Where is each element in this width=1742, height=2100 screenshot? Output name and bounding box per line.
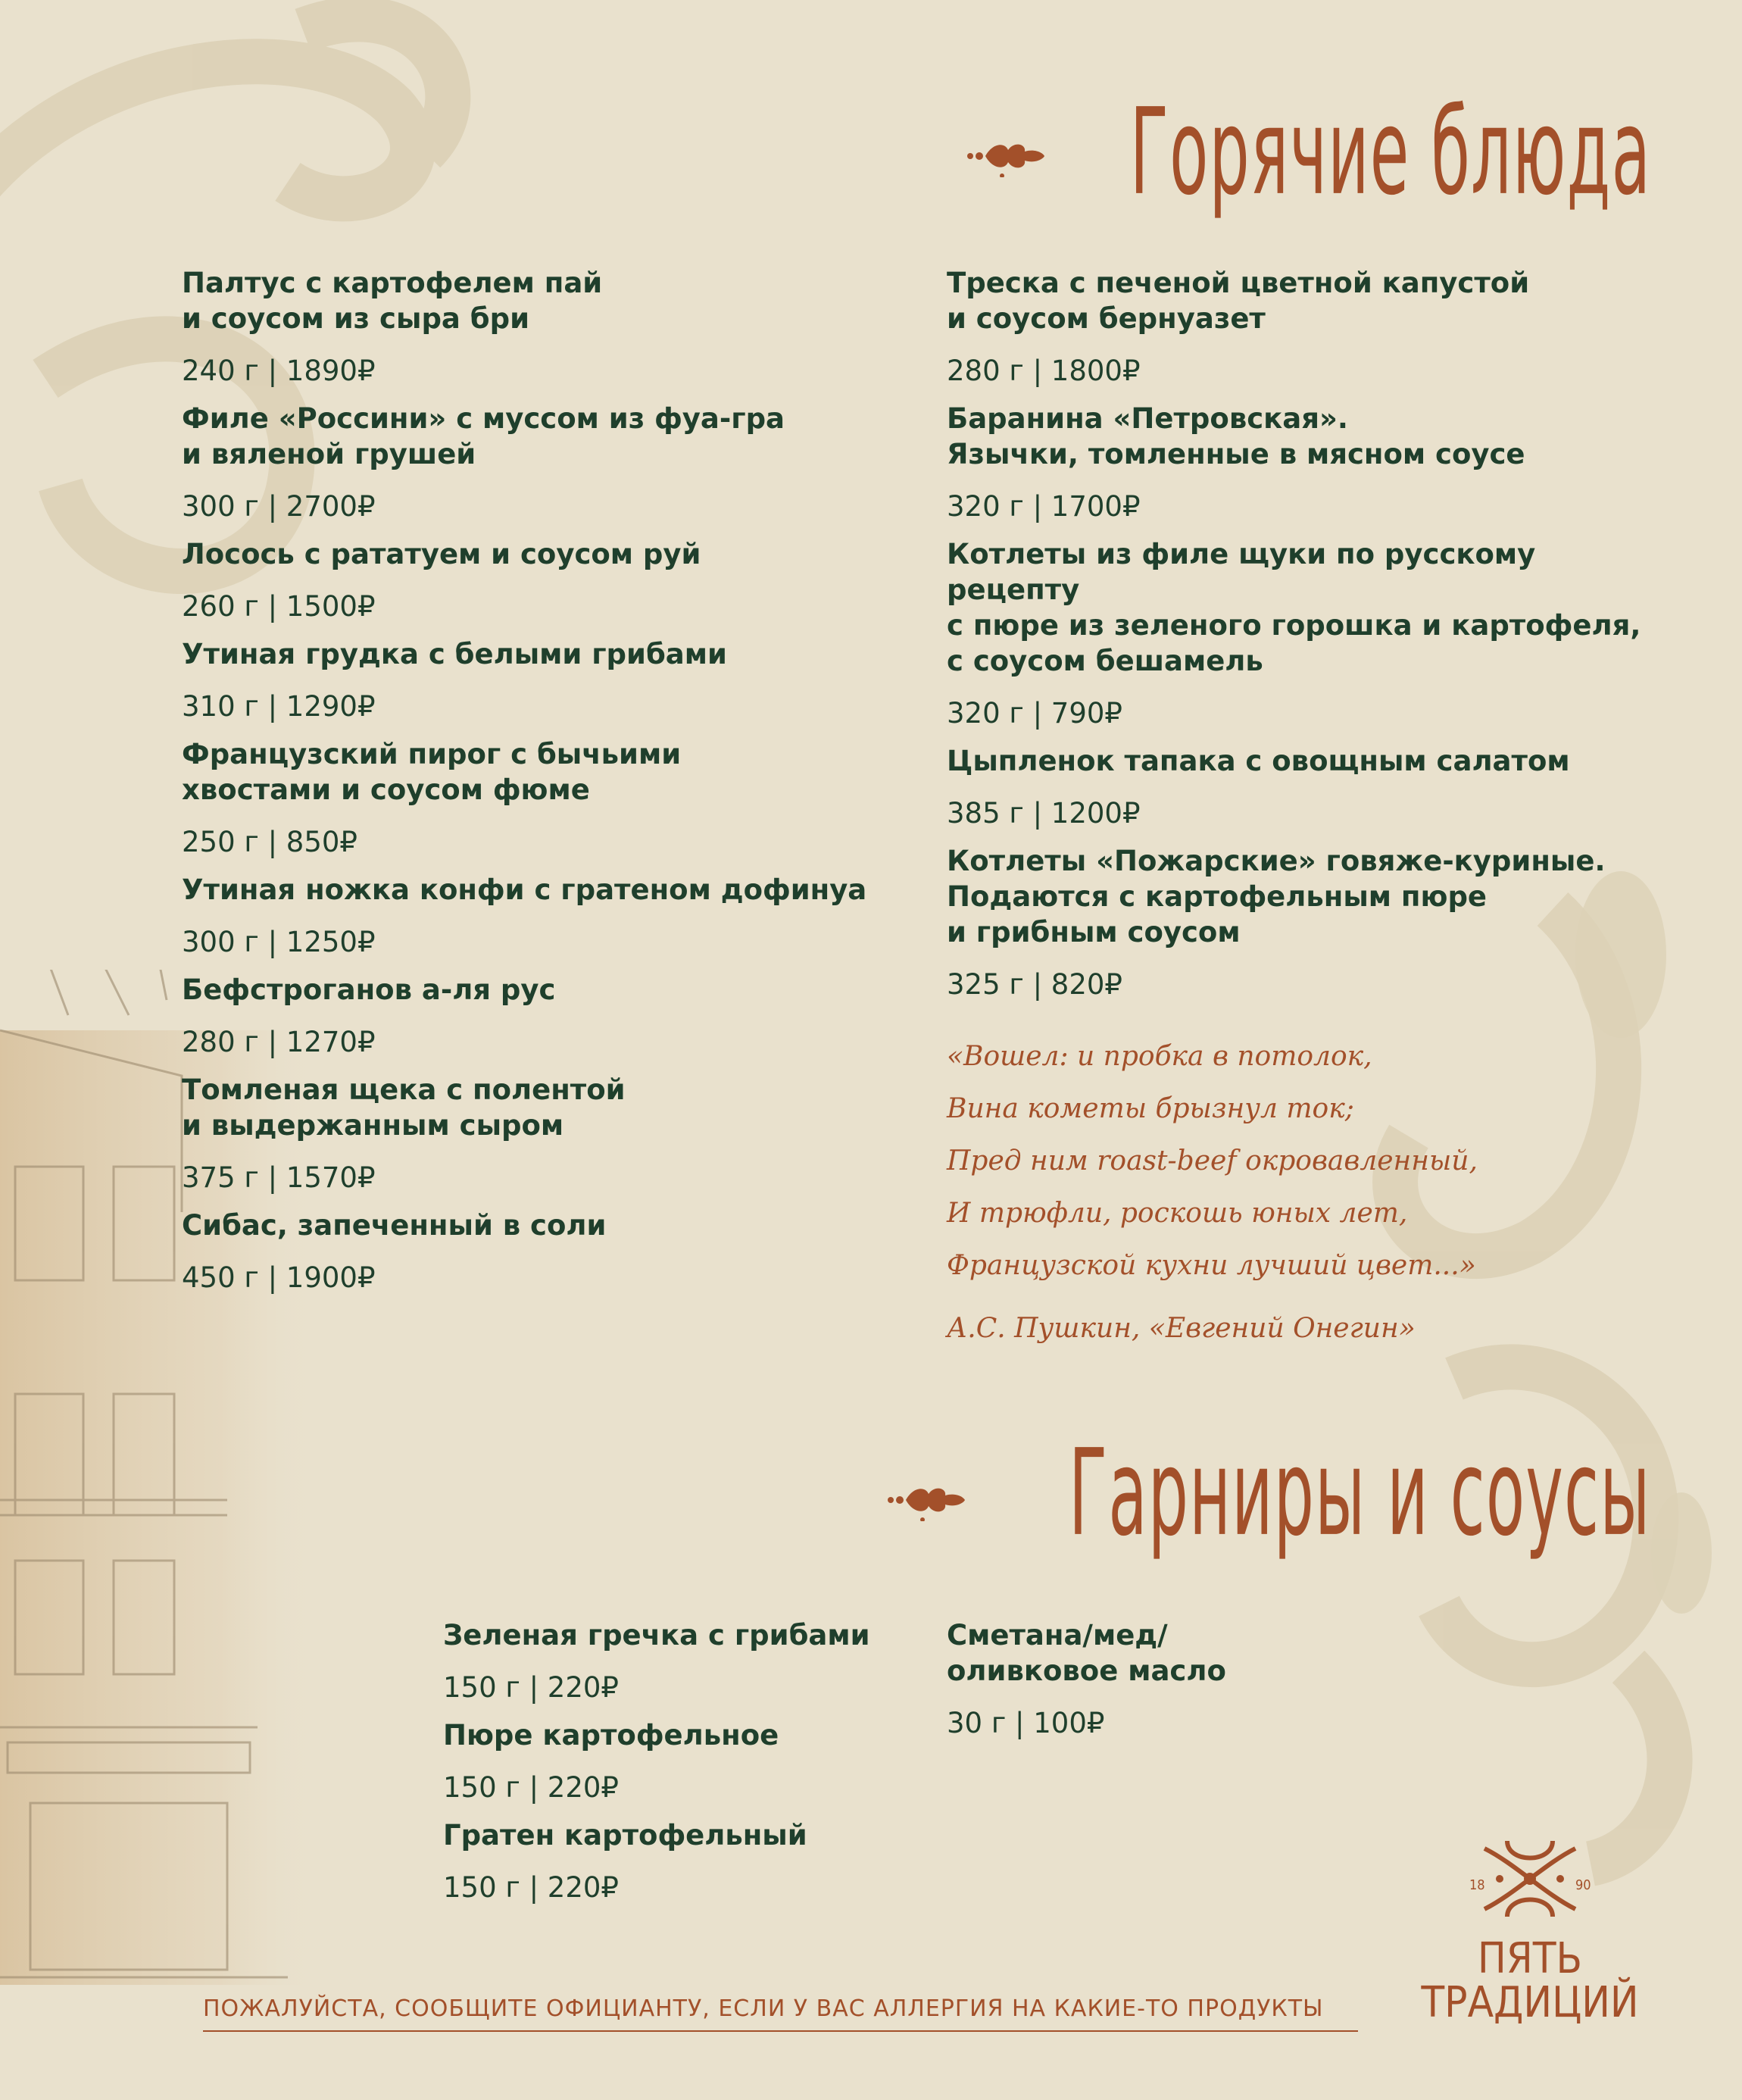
dish-name: Сметана/мед/ оливковое масло xyxy=(947,1619,1226,1687)
menu-item xyxy=(182,636,894,724)
sides-left-column xyxy=(443,1617,898,1917)
dish-price: 310 г | 1290₽ xyxy=(182,690,376,723)
section-title-sides-and-sauces: Гарниры и соусы xyxy=(1069,1424,1651,1563)
menu-item xyxy=(182,536,894,624)
dish-name: Котлеты «Пожарские» говяже-куриные. Подаются с картофельным пюре и грибным соусом xyxy=(947,845,1606,948)
dish-name: Треска с печеной цветной капустой и соусом бернуазет xyxy=(947,267,1530,335)
menu-item xyxy=(947,743,1674,831)
dish-name: Зеленая гречка с грибами xyxy=(443,1619,870,1652)
dish-price: 385 г | 1200₽ xyxy=(947,797,1141,830)
menu-item xyxy=(443,1817,898,1905)
dish-price: 30 г | 100₽ xyxy=(947,1707,1105,1739)
dish-price: 280 г | 1270₽ xyxy=(182,1026,376,1058)
hot-dishes-left-column xyxy=(182,265,894,1308)
dish-name: Французский пирог с бычьими хвостами и соусом фюме xyxy=(182,738,682,806)
pushkin-quote xyxy=(947,1030,1628,1355)
allergy-notice-underline xyxy=(203,2030,1358,2032)
dish-price: 325 г | 820₽ xyxy=(947,968,1122,1001)
dish-price: 300 г | 1250₽ xyxy=(182,926,376,958)
menu-item xyxy=(947,265,1674,389)
dish-price: 240 г | 1890₽ xyxy=(182,355,376,387)
quote-line: Французской кухни лучший цвет...» xyxy=(947,1250,1476,1281)
menu-item xyxy=(182,1072,894,1195)
dish-price: 150 г | 220₽ xyxy=(443,1871,619,1904)
dish-price: 250 г | 850₽ xyxy=(182,826,357,858)
dish-name: Лосось с рататуем и соусом руй xyxy=(182,538,701,570)
menu-item xyxy=(947,1617,1401,1741)
menu-item xyxy=(182,872,894,960)
ornament-icon xyxy=(886,1479,969,1521)
dish-name: Палтус с картофелем пай и соусом из сыра бри xyxy=(182,267,603,335)
dish-price: 320 г | 1700₽ xyxy=(947,490,1141,523)
section-title-hot-dishes: Горячие блюда xyxy=(1129,83,1651,222)
logo-year-right: 90 xyxy=(1575,1877,1591,1893)
logo-word-1: ПЯТЬ xyxy=(1477,1934,1583,1983)
menu-item xyxy=(182,265,894,389)
dish-name: Котлеты из филе щуки по русскому рецепту с пюре из зеленого горошка и картофеля, с соусом бешамель xyxy=(947,538,1641,677)
menu-item xyxy=(947,536,1674,731)
logo-year-left: 18 xyxy=(1469,1877,1485,1893)
menu-item xyxy=(443,1617,898,1705)
dish-price: 280 г | 1800₽ xyxy=(947,355,1141,387)
dish-name: Томленая щека с полентой и выдержанным сыром xyxy=(182,1073,626,1142)
menu-item xyxy=(947,401,1674,524)
quote-line: «Вошел: и пробка в потолок, xyxy=(947,1041,1372,1072)
dish-name: Пюре картофельное xyxy=(443,1719,779,1752)
dish-name: Цыпленок тапака с овощным салатом xyxy=(947,745,1570,777)
dish-name: Бефстроганов а-ля рус xyxy=(182,973,556,1006)
quote-line: И трюфли, роскошь юных лет, xyxy=(947,1198,1408,1229)
menu-item xyxy=(182,1208,894,1295)
ornament-icon xyxy=(966,135,1049,177)
menu-item xyxy=(947,843,1674,1002)
dish-price: 150 г | 220₽ xyxy=(443,1771,619,1804)
quote-line: Вина кометы брызнул ток; xyxy=(947,1093,1354,1124)
dish-name: Баранина «Петровская». Язычки, томленные в мясном соусе xyxy=(947,402,1525,470)
sides-right-column xyxy=(947,1617,1401,1753)
dish-price: 150 г | 220₽ xyxy=(443,1671,619,1704)
menu-item xyxy=(182,972,894,1060)
dish-name: Сибас, запеченный в соли xyxy=(182,1209,607,1242)
restaurant-logo xyxy=(1401,1833,1659,2027)
menu-item xyxy=(182,401,894,524)
dish-price: 260 г | 1500₽ xyxy=(182,590,376,623)
hot-dishes-right-column xyxy=(947,265,1674,1014)
logo-word-2: ТРАДИЦИЙ xyxy=(1421,1978,1639,2027)
dish-name: Гратен картофельный xyxy=(443,1819,807,1852)
dish-name: Утиная грудка с белыми грибами xyxy=(182,638,727,670)
menu-item xyxy=(182,736,894,860)
dish-name: Филе «Россини» с муссом из фуа-гра и вяленой грушей xyxy=(182,402,785,470)
dish-price: 375 г | 1570₽ xyxy=(182,1161,376,1194)
dish-price: 450 г | 1900₽ xyxy=(182,1261,376,1294)
dish-price: 320 г | 790₽ xyxy=(947,697,1122,730)
dish-price: 300 г | 2700₽ xyxy=(182,490,376,523)
menu-item xyxy=(443,1717,898,1805)
quote-line: Пред ним roast-beef окровавленный, xyxy=(947,1145,1478,1177)
allergy-notice: ПОЖАЛУЙСТА, СООБЩИТЕ ОФИЦИАНТУ, ЕСЛИ У ВАС АЛЛЕРГИЯ НА КАКИЕ-ТО ПРОДУКТЫ xyxy=(203,1995,1324,2022)
dish-name: Утиная ножка конфи с гратеном дофинуа xyxy=(182,873,867,906)
quote-author: А.С. Пушкин, «Евгений Онегин» xyxy=(947,1313,1416,1344)
